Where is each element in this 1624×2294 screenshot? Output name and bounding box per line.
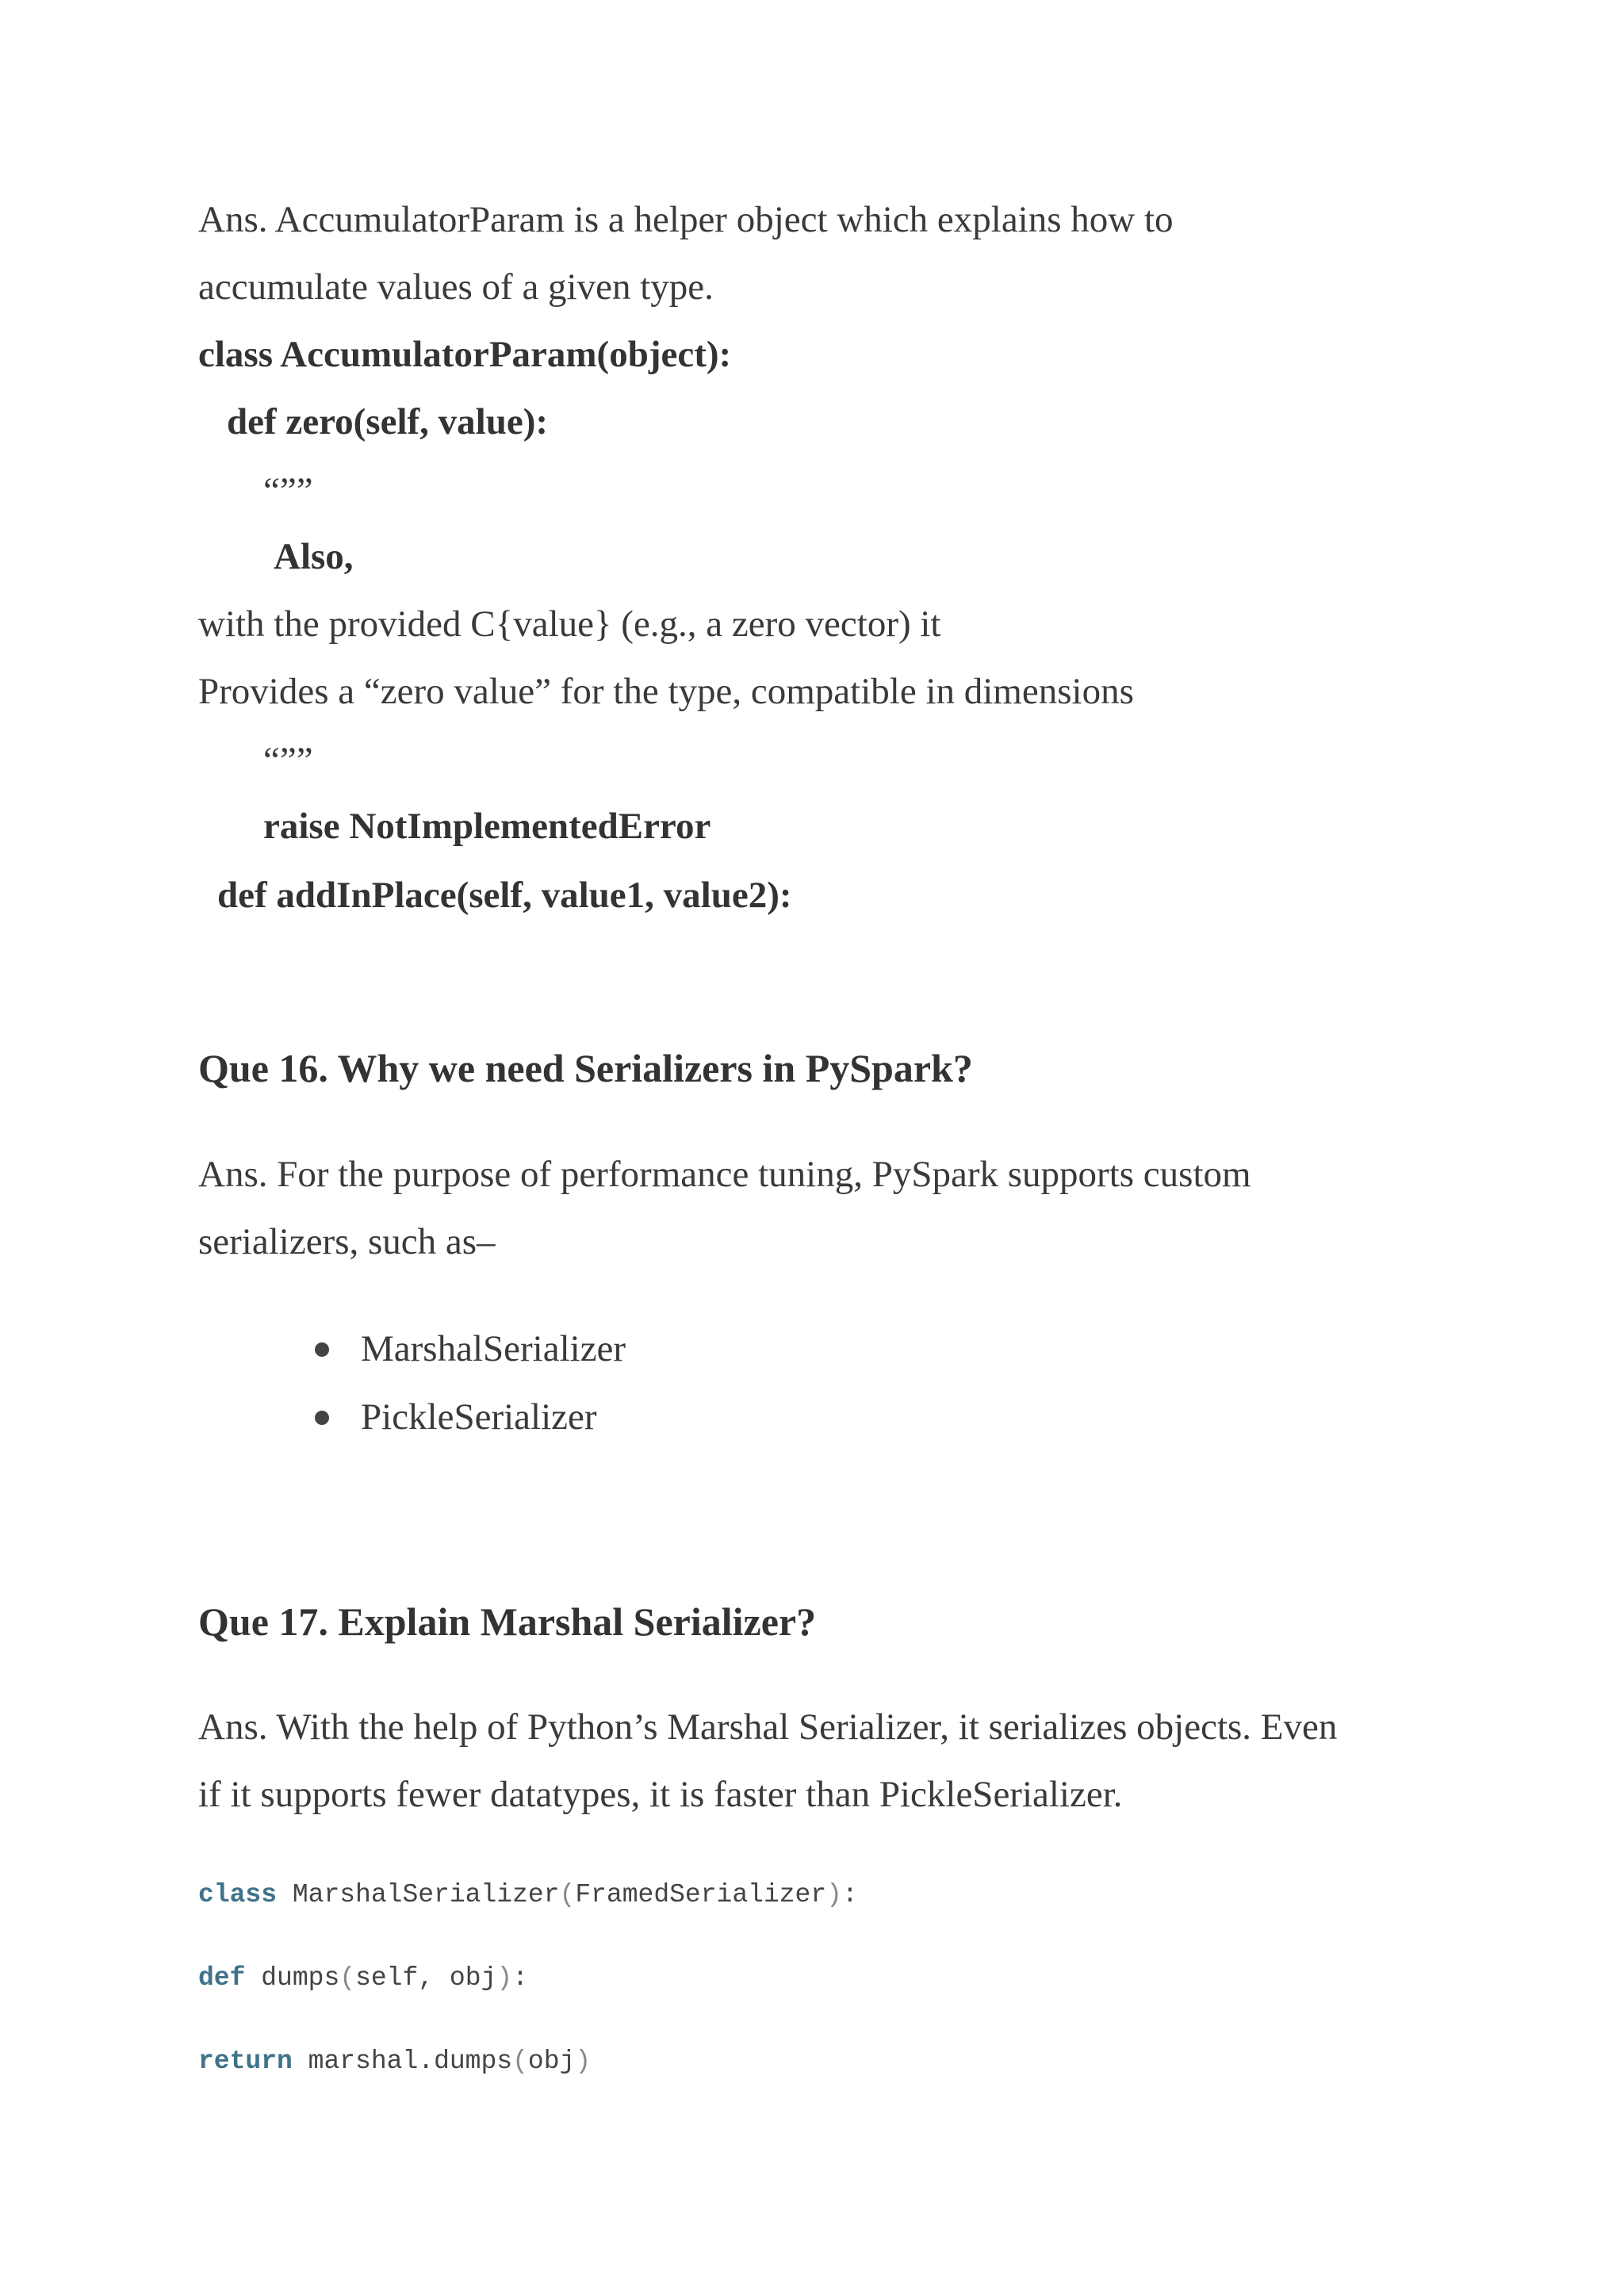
accum-provides-line: Provides a “zero value” for the type, compatible in dimensions [198,671,1134,712]
accum-docquote-open: “”” [263,470,313,511]
accum-docquote-close: “”” [263,740,313,781]
code-paren-close: ) [826,1880,842,1909]
q17-heading: Que 17. Explain Marshal Serializer? [198,1599,817,1644]
intro-line-2: accumulate values of a given type. [198,266,714,308]
accum-also: Also, [274,536,354,577]
code-identifier: MarshalSerializer [292,1880,560,1909]
code-keyword: def [198,1963,246,1993]
q17-answer-line-2: if it supports fewer datatypes, it is faster than PickleSerializer. [198,1774,1123,1815]
code-keyword: class [198,1880,278,1909]
code-identifier: marshal.dumps [308,2047,513,2076]
code-paren-open: ( [512,2047,528,2076]
list-item: MarshalSerializer [361,1328,626,1369]
accum-def-addinplace: def addInPlace(self, value1, value2): [217,875,792,916]
q16-answer-line-2: serializers, such as– [198,1221,496,1262]
accum-class-line: class AccumulatorParam(object): [198,334,732,375]
code-keyword: return [198,2047,293,2076]
code-identifier: dumps [261,1963,340,1993]
q16-heading: Que 16. Why we need Serializers in PySpark? [198,1046,973,1090]
q16-answer-line-1: Ans. For the purpose of performance tuning, PySpark supports custom [198,1154,1251,1195]
code-line-class [198,1882,858,1908]
code-line-return [198,2048,591,2074]
q17-answer-line-1: Ans. With the help of Python’s Marshal Serializer, it serializes objects. Even [198,1706,1338,1748]
code-argument: self, obj [355,1963,497,1993]
bullet-dot-icon [315,1342,329,1357]
code-argument: FramedSerializer [575,1880,827,1909]
code-paren-close: ) [575,2047,592,2076]
code-paren-close: ) [496,1963,513,1993]
accum-with-line: with the provided C{value} (e.g., a zero vector) it [198,603,941,645]
bullet-dot-icon [315,1411,329,1425]
code-line-def [198,1965,528,1991]
intro-line-1: Ans. AccumulatorParam is a helper object which explains how to [198,199,1174,240]
code-argument: obj [527,2047,576,2076]
code-paren-open: ( [559,1880,576,1909]
code-paren-open: ( [339,1963,356,1993]
accum-raise-line: raise NotImplementedError [263,806,711,847]
accum-def-zero: def zero(self, value): [227,401,549,442]
code-colon: : [512,1963,528,1993]
code-colon: : [841,1880,858,1909]
list-item: PickleSerializer [361,1396,597,1438]
